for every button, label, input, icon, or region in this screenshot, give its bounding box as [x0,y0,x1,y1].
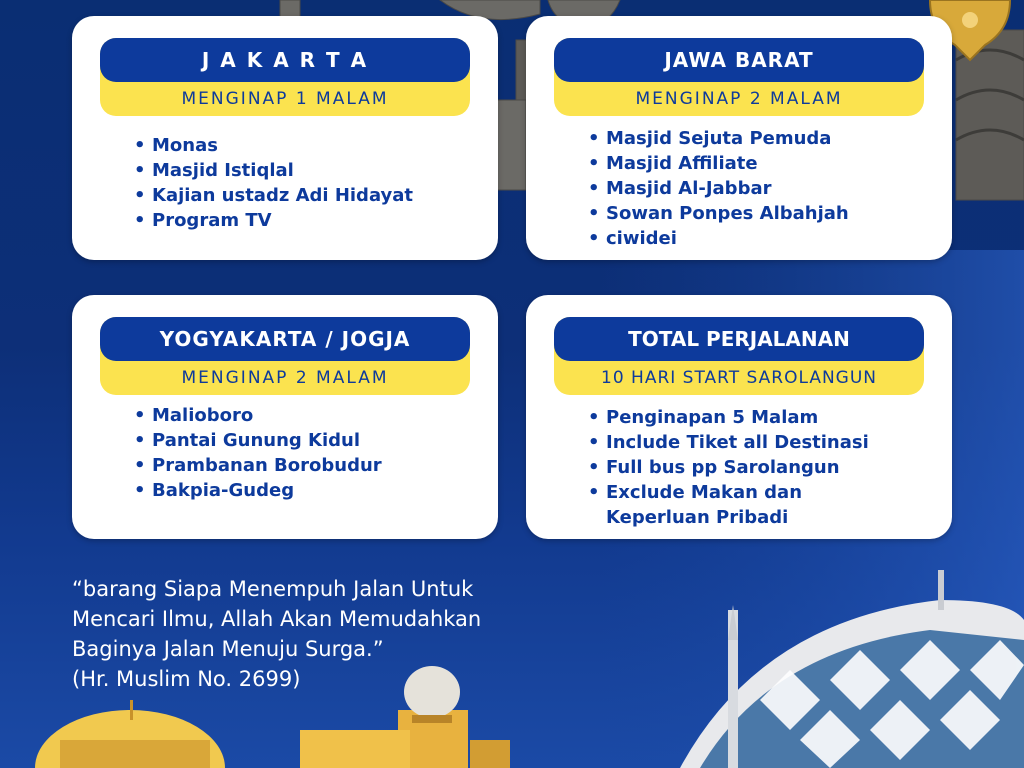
list-item: • Masjid Affiliate [606,151,849,176]
list-item-continuation: Keperluan Pribadi [606,507,789,528]
card-subtitle: MENGINAP 1 MALAM [181,89,389,109]
list-item: • Program TV [152,208,413,233]
list-item: • Masjid Al-Jabbar [606,176,849,201]
list-item: • Masjid Istiqlal [152,158,413,183]
list-item: • Monas [152,133,413,158]
list-item: • ciwidei [606,226,849,251]
card-subtitle: MENGINAP 2 MALAM [181,368,389,388]
quote-line: Baginya Jalan Menuju Surga.” [72,637,384,661]
list-item: • Bakpia-Gudeg [152,478,382,503]
card-title: YOGYAKARTA / JOGJA [100,317,470,361]
card-subtitle: MENGINAP 2 MALAM [635,89,843,109]
card-jakarta [72,16,498,260]
destination-list [152,403,382,503]
quote-line: Mencari Ilmu, Allah Akan Memudahkan [72,607,482,631]
quote-source: (Hr. Muslim No. 2699) [72,667,301,691]
quote-line: “barang Siapa Menempuh Jalan Untuk [72,577,474,601]
card-jawa-barat [526,16,952,260]
hadith-quote [72,574,612,694]
list-item: • Sowan Ponpes Albahjah [606,201,849,226]
list-item: • Kajian ustadz Adi Hidayat [152,183,413,208]
card-header [554,38,924,116]
card-subtitle: 10 HARI START SAROLANGUN [601,368,877,388]
list-item: • Masjid Sejuta Pemuda [606,126,849,151]
destination-list [152,133,413,233]
trip-summary-list [606,405,869,530]
card-total-perjalanan [526,295,952,539]
destination-list [606,126,849,251]
card-header [100,38,470,116]
list-item: • Exclude Makan dan [606,480,869,505]
list-item: • Pantai Gunung Kidul [152,428,382,453]
card-title: J A K A R T A [100,38,470,82]
list-item: • Prambanan Borobudur [152,453,382,478]
list-item: • Full bus pp Sarolangun [606,455,869,480]
card-jogja [72,295,498,539]
card-title: JAWA BARAT [554,38,924,82]
card-header [554,317,924,395]
card-header [100,317,470,395]
card-title: TOTAL PERJALANAN [554,317,924,361]
list-item: • Include Tiket all Destinasi [606,430,869,455]
list-item: • Malioboro [152,403,382,428]
list-item: • Penginapan 5 Malam [606,405,869,430]
